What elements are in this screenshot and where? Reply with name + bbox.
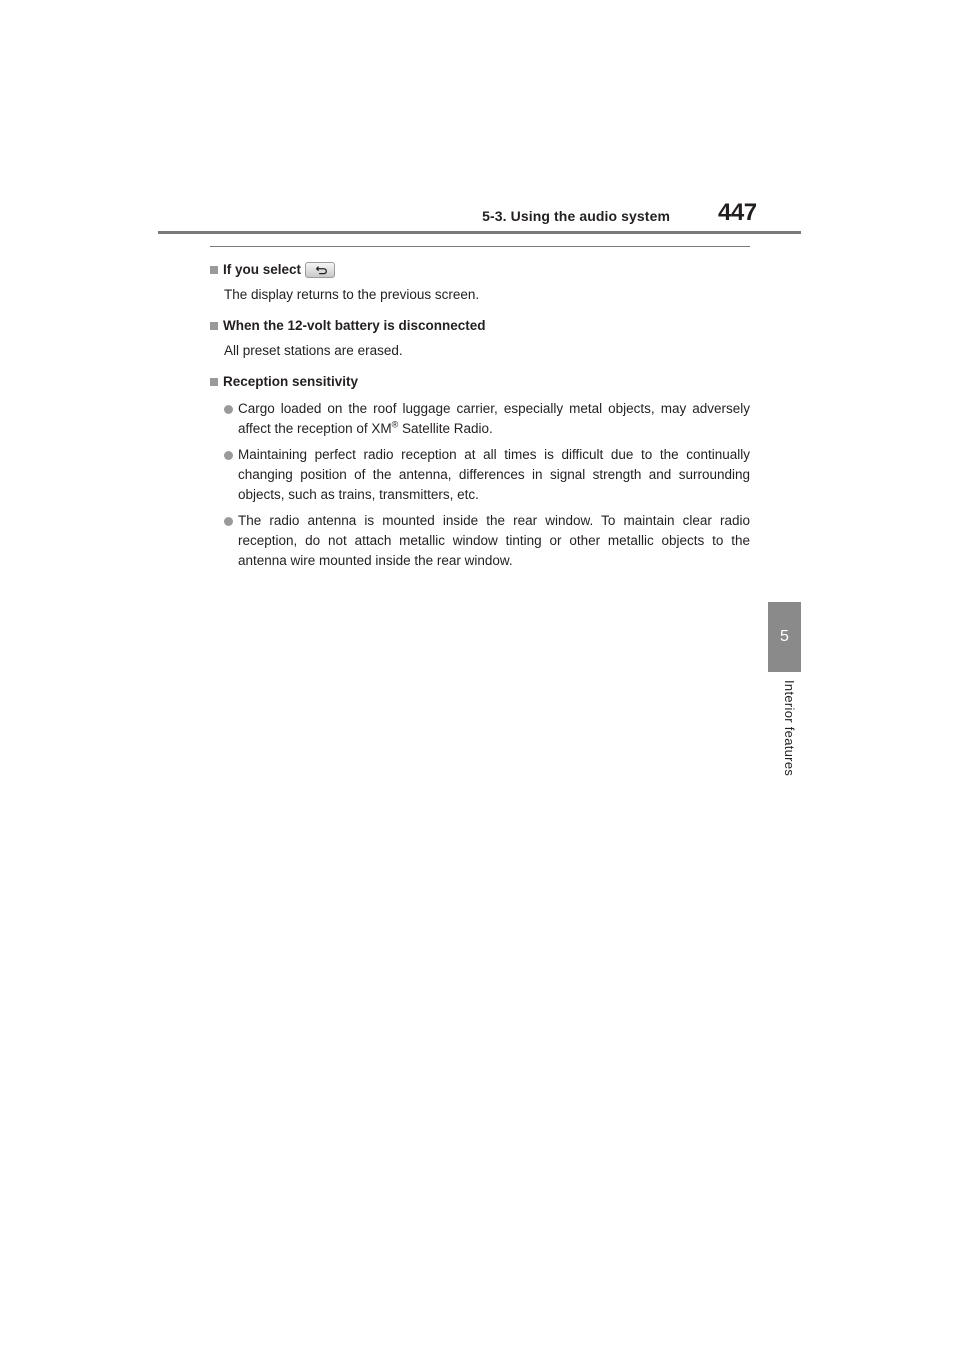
bullet-text: The radio antenna is mounted inside the rear window. To maintain clear radio reception, do not attach metallic window tinting or other metallic objects to the antenna wire mounted inside the rear window. (238, 513, 750, 568)
section-title: 5-3. Using the audio system (482, 208, 670, 224)
header-rule (158, 231, 801, 234)
bullet-item (224, 399, 750, 439)
bullet-dot-icon (224, 517, 233, 526)
heading-reception-sensitivity (210, 371, 750, 393)
heading-if-you-select (210, 259, 750, 281)
page-content (210, 259, 750, 571)
bullet-item (224, 445, 750, 505)
bullet-text: Cargo loaded on the roof luggage carrier, especially metal objects, may adversely affect the reception of XM® Satellite Radio. (238, 401, 750, 436)
heading-square-icon (210, 378, 218, 386)
bullet-dot-icon (224, 451, 233, 460)
bullet-item (224, 511, 750, 571)
chapter-number: 5 (780, 628, 789, 645)
heading-battery-disconnected (210, 315, 750, 337)
content-rule (210, 246, 750, 247)
bullet-text: Maintaining perfect radio reception at all times is difficult due to the continually changing position of the antenna, differences in signal strength and surrounding objects, such as trains, transmitters, etc. (238, 447, 750, 502)
heading-text: Reception sensitivity (223, 374, 359, 389)
paragraph: All preset stations are erased. (224, 343, 403, 358)
bullet-dot-icon (224, 405, 233, 414)
heading-text: If you select (223, 262, 302, 277)
heading-square-icon (210, 322, 218, 330)
heading-square-icon (210, 266, 218, 274)
paragraph: The display returns to the previous screen. (224, 287, 480, 302)
chapter-label: Interior features (782, 680, 797, 777)
chapter-tab (768, 602, 801, 672)
heading-text: When the 12-volt battery is disconnected (223, 318, 486, 333)
return-arrow-icon (305, 262, 335, 278)
page-number: 447 (718, 199, 757, 226)
